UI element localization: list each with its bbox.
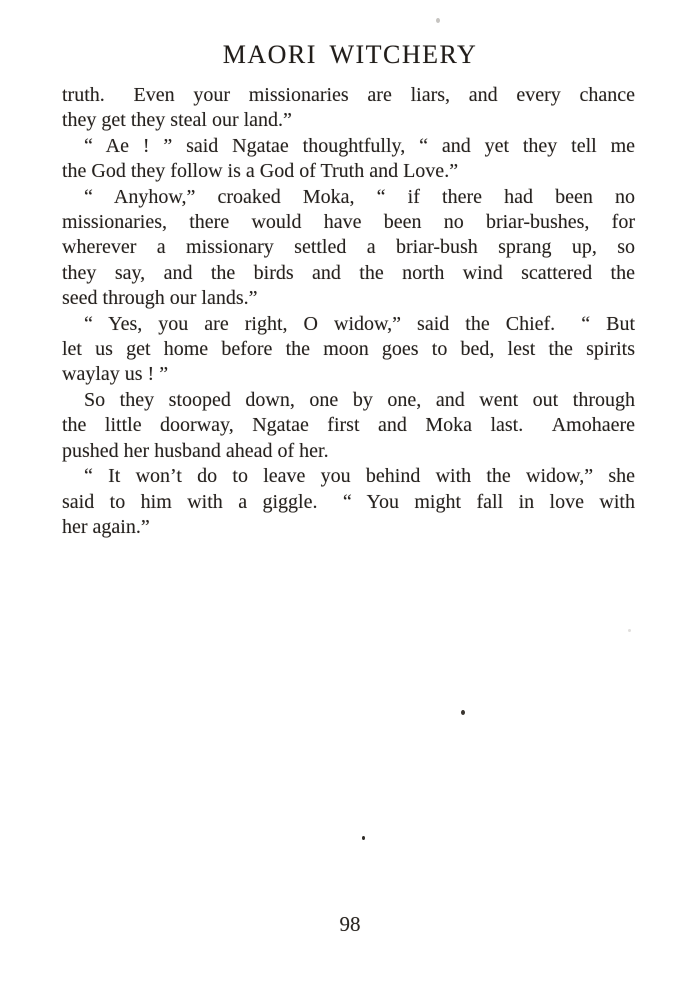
text-line: her again.” — [62, 515, 150, 538]
scan-speck — [362, 836, 365, 840]
text-line: they get they steal our land.” — [62, 109, 292, 132]
text-line: seed through our lands.” — [62, 287, 258, 310]
text-line: “ Yes, you are right, O widow,” said the Chief. “ But — [84, 312, 635, 335]
text-line: “ Anyhow,” croaked Moka, “ if there had been no — [84, 185, 635, 208]
text-line: wherever a missionary settled a briar-bush sprang up, so — [62, 236, 635, 259]
text-line: “ It won’t do to leave you behind with the widow,” she — [84, 465, 635, 488]
text-line: waylay us ! ” — [62, 363, 169, 386]
page-number: 98 — [339, 912, 361, 936]
text-line: pushed her husband ahead of her. — [62, 439, 329, 462]
text-line: the God they follow is a God of Truth and Love.” — [62, 160, 459, 183]
page-header — [0, 40, 700, 70]
text-line: “ Ae ! ” said Ngatae thoughtfully, “ and yet they tell me — [84, 134, 635, 157]
text-line: So they stooped down, one by one, and went out through — [84, 388, 635, 411]
text-line: let us get home before the moon goes to bed, lest the spirits — [62, 338, 635, 361]
text-line: missionaries, there would have been no briar-bushes, for — [62, 211, 635, 234]
scan-speck — [628, 629, 631, 632]
scan-speck — [461, 710, 465, 715]
text-line: truth. Even your missionaries are liars, and every chance — [62, 84, 635, 106]
text-line: the little doorway, Ngatae first and Moka last. Amohaere — [62, 414, 635, 437]
body-text — [62, 83, 635, 540]
scan-speck — [436, 18, 440, 23]
text-line: said to him with a giggle. “ You might fall in love with — [62, 490, 635, 513]
chapter-title: MAORI WITCHERY — [222, 40, 478, 69]
text-line: they say, and the birds and the north wind scattered the — [62, 261, 635, 284]
